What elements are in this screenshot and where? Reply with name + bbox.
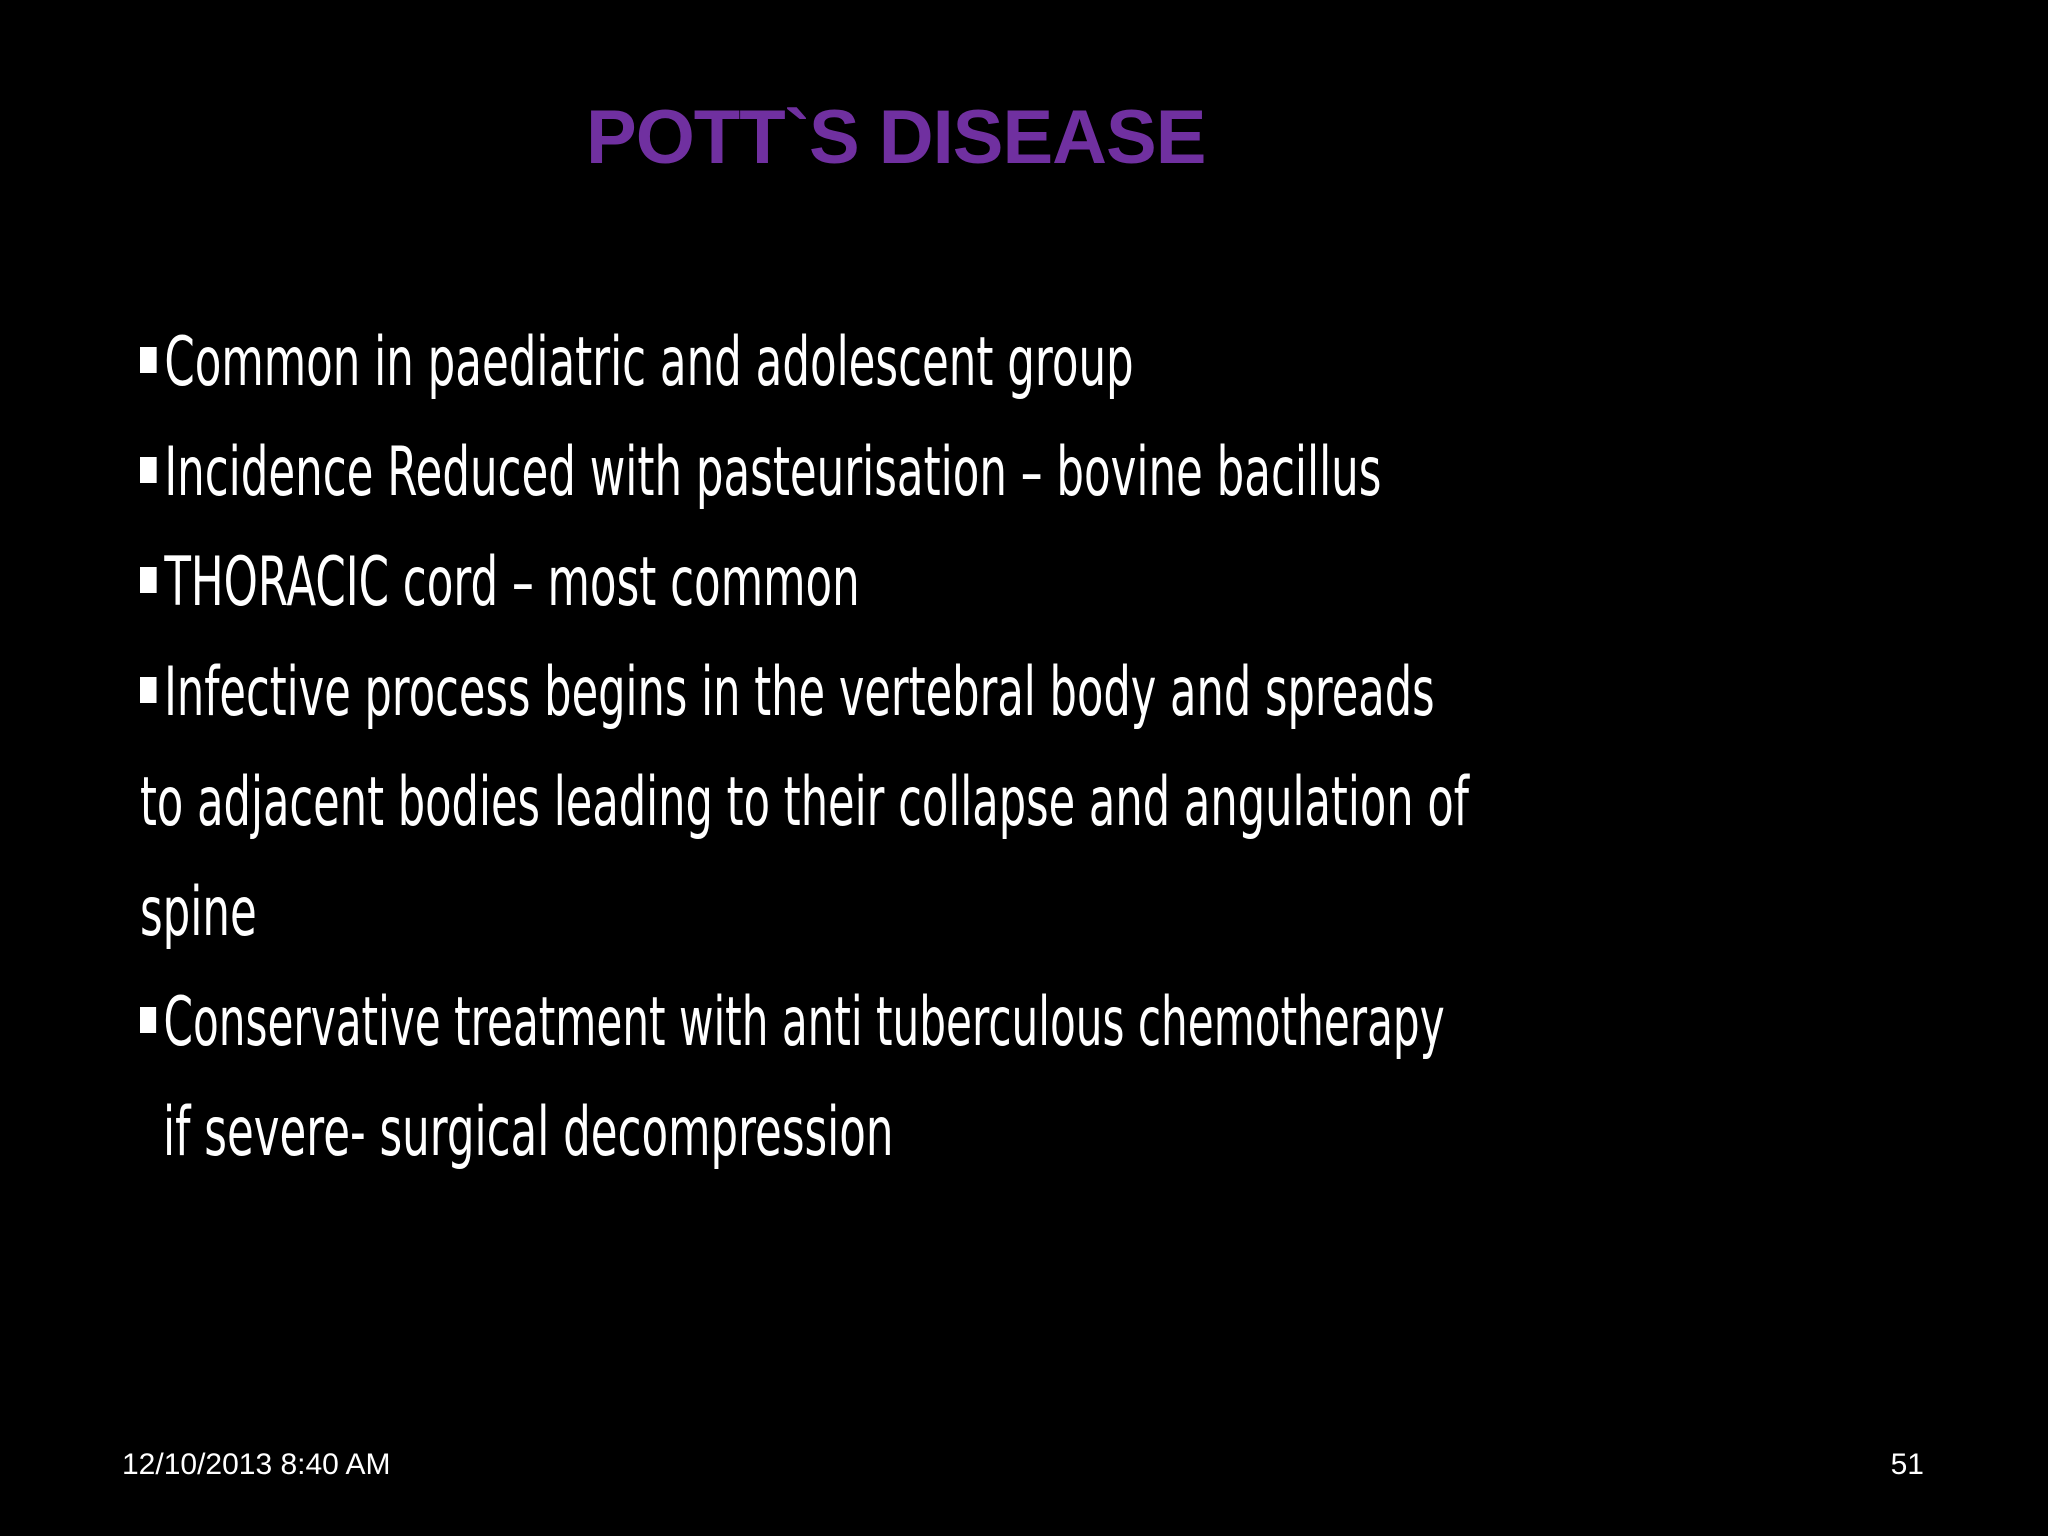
- slide-number: 51: [1890, 1448, 1924, 1481]
- slide-body: [140, 308, 1940, 1188]
- bullet-text: Incidence Reduced with pasteurisation – bovine bacillus: [164, 433, 1382, 512]
- square-bullet-icon: [140, 1007, 156, 1033]
- bullet-text: Common in paediatric and adolescent group: [164, 323, 1134, 402]
- bullet-text: Conservative treatment with anti tuberculous chemotherapy: [163, 983, 1445, 1062]
- square-bullet-icon: [140, 347, 157, 373]
- square-bullet-icon: [140, 677, 157, 703]
- bullet-continuation: [140, 1078, 1292, 1188]
- bullet-text: Infective process begins in the vertebral body and spreads: [164, 653, 1435, 732]
- bullet-continuation: [140, 858, 1292, 968]
- bullet-item-3: [140, 528, 1292, 638]
- bullet-item-4: [140, 638, 1435, 748]
- bullet-text: THORACIC cord – most common: [164, 543, 860, 622]
- bullet-item-1: [140, 308, 1292, 418]
- slide-title: POTT`S DISEASE: [586, 95, 1206, 180]
- bullet-text: spine: [140, 873, 257, 952]
- footer-date: 12/10/2013 8:40 AM: [122, 1448, 391, 1481]
- bullet-item-5: [140, 968, 1445, 1078]
- bullet-item-2: [140, 418, 1382, 528]
- square-bullet-icon: [140, 567, 157, 593]
- bullet-text: to adjacent bodies leading to their collapse and angulation of: [140, 763, 1469, 842]
- square-bullet-icon: [140, 457, 157, 483]
- bullet-text: if severe- surgical decompression: [163, 1093, 894, 1172]
- bullet-continuation: [140, 748, 1469, 858]
